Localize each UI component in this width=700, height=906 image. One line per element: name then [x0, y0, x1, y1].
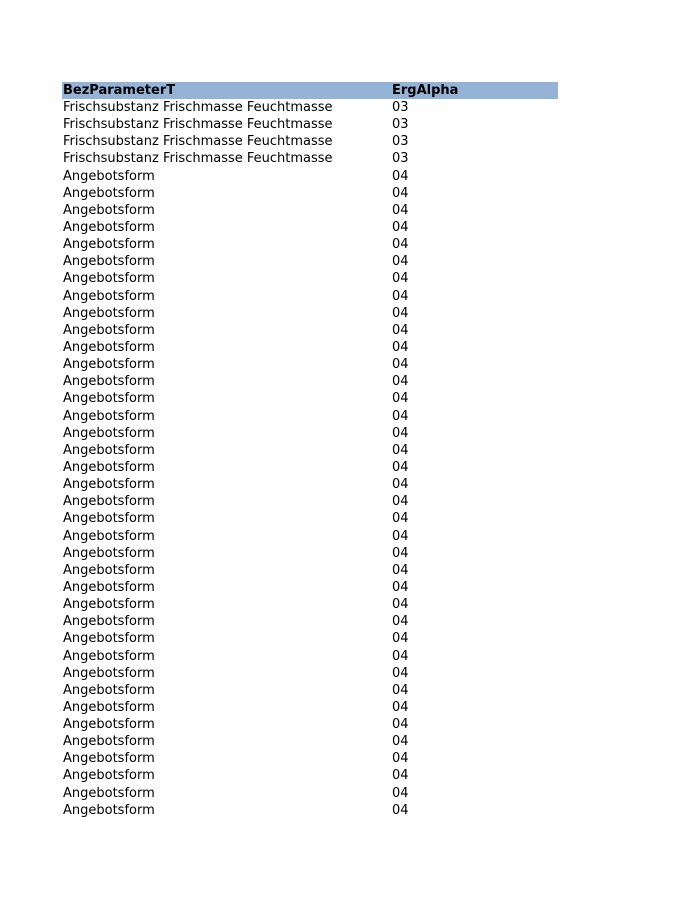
table-row: [62, 150, 558, 167]
cell-ergalpha: 04: [392, 528, 409, 544]
cell-bezparametert: Angebotsform: [63, 442, 155, 458]
cell-ergalpha: 04: [392, 408, 409, 424]
table-row: [62, 767, 558, 784]
table-row: [62, 665, 558, 682]
table-row: [62, 133, 558, 150]
cell-ergalpha: 04: [392, 288, 409, 304]
column-header-bezparametert: BezParameterT: [63, 83, 176, 98]
cell-ergalpha: 04: [392, 442, 409, 458]
table-row: [62, 750, 558, 767]
cell-ergalpha: 04: [392, 785, 409, 801]
table-row: [62, 596, 558, 613]
table-row: [62, 339, 558, 356]
cell-ergalpha: 04: [392, 237, 409, 253]
table-row: [62, 648, 558, 665]
cell-ergalpha: 04: [392, 168, 409, 184]
cell-ergalpha: 03: [392, 134, 409, 150]
cell-bezparametert: Angebotsform: [63, 785, 155, 801]
table-row: [62, 236, 558, 253]
table-row: [62, 442, 558, 459]
cell-bezparametert: Angebotsform: [63, 802, 155, 818]
cell-bezparametert: Angebotsform: [63, 699, 155, 715]
table-row: [62, 476, 558, 493]
cell-bezparametert: Angebotsform: [63, 751, 155, 767]
cell-ergalpha: 04: [392, 185, 409, 201]
table-row: [62, 305, 558, 322]
cell-ergalpha: 04: [392, 202, 409, 218]
cell-ergalpha: 04: [392, 339, 409, 355]
cell-bezparametert: Angebotsform: [63, 459, 155, 475]
cell-ergalpha: 04: [392, 271, 409, 287]
cell-ergalpha: 04: [392, 699, 409, 715]
table-row: [62, 390, 558, 407]
cell-bezparametert: Angebotsform: [63, 528, 155, 544]
cell-bezparametert: Angebotsform: [63, 648, 155, 664]
table-body: [62, 99, 558, 819]
cell-bezparametert: Angebotsform: [63, 545, 155, 561]
table-row: [62, 408, 558, 425]
cell-bezparametert: Angebotsform: [63, 168, 155, 184]
cell-bezparametert: Angebotsform: [63, 562, 155, 578]
cell-bezparametert: Angebotsform: [63, 322, 155, 338]
table-row: [62, 802, 558, 819]
table-row: [62, 682, 558, 699]
cell-bezparametert: Angebotsform: [63, 665, 155, 681]
table-row: [62, 168, 558, 185]
cell-bezparametert: Angebotsform: [63, 391, 155, 407]
table-row: [62, 716, 558, 733]
table-row: [62, 459, 558, 476]
cell-bezparametert: Angebotsform: [63, 477, 155, 493]
cell-bezparametert: Angebotsform: [63, 734, 155, 750]
table-row: [62, 185, 558, 202]
cell-bezparametert: Angebotsform: [63, 614, 155, 630]
cell-bezparametert: Frischsubstanz Frischmasse Feuchtmasse: [63, 151, 333, 167]
cell-bezparametert: Angebotsform: [63, 408, 155, 424]
cell-bezparametert: Angebotsform: [63, 768, 155, 784]
cell-ergalpha: 04: [392, 597, 409, 613]
cell-ergalpha: 04: [392, 751, 409, 767]
cell-ergalpha: 04: [392, 734, 409, 750]
table-row: [62, 253, 558, 270]
cell-bezparametert: Angebotsform: [63, 185, 155, 201]
cell-ergalpha: 04: [392, 717, 409, 733]
cell-ergalpha: 04: [392, 648, 409, 664]
cell-bezparametert: Angebotsform: [63, 494, 155, 510]
cell-bezparametert: Frischsubstanz Frischmasse Feuchtmasse: [63, 134, 333, 150]
cell-bezparametert: Angebotsform: [63, 579, 155, 595]
table-row: [62, 613, 558, 630]
cell-bezparametert: Angebotsform: [63, 511, 155, 527]
cell-ergalpha: 04: [392, 562, 409, 578]
cell-ergalpha: 04: [392, 305, 409, 321]
cell-ergalpha: 04: [392, 682, 409, 698]
cell-bezparametert: Angebotsform: [63, 357, 155, 373]
cell-bezparametert: Frischsubstanz Frischmasse Feuchtmasse: [63, 100, 333, 115]
cell-bezparametert: Angebotsform: [63, 717, 155, 733]
cell-ergalpha: 04: [392, 219, 409, 235]
cell-ergalpha: 04: [392, 545, 409, 561]
cell-bezparametert: Angebotsform: [63, 237, 155, 253]
cell-ergalpha: 04: [392, 357, 409, 373]
cell-ergalpha: 04: [392, 322, 409, 338]
table-row: [62, 116, 558, 133]
table-row: [62, 425, 558, 442]
table-row: [62, 270, 558, 287]
cell-bezparametert: Angebotsform: [63, 374, 155, 390]
cell-bezparametert: Frischsubstanz Frischmasse Feuchtmasse: [63, 117, 333, 133]
table-row: [62, 699, 558, 716]
cell-bezparametert: Angebotsform: [63, 254, 155, 270]
table-row: [62, 373, 558, 390]
table-row: [62, 785, 558, 802]
table-row: [62, 322, 558, 339]
cell-bezparametert: Angebotsform: [63, 682, 155, 698]
cell-ergalpha: 03: [392, 151, 409, 167]
cell-bezparametert: Angebotsform: [63, 219, 155, 235]
cell-bezparametert: Angebotsform: [63, 631, 155, 647]
cell-ergalpha: 04: [392, 425, 409, 441]
table-row: [62, 99, 558, 116]
table-row: [62, 510, 558, 527]
table-row: [62, 630, 558, 647]
cell-ergalpha: 04: [392, 802, 409, 818]
cell-bezparametert: Angebotsform: [63, 288, 155, 304]
cell-ergalpha: 03: [392, 100, 409, 115]
cell-bezparametert: Angebotsform: [63, 305, 155, 321]
column-header-ergalpha: ErgAlpha: [392, 83, 459, 98]
header-row: [62, 82, 558, 99]
cell-ergalpha: 04: [392, 477, 409, 493]
cell-ergalpha: 04: [392, 494, 409, 510]
cell-ergalpha: 04: [392, 459, 409, 475]
cell-bezparametert: Angebotsform: [63, 202, 155, 218]
cell-ergalpha: 04: [392, 254, 409, 270]
cell-ergalpha: 04: [392, 511, 409, 527]
table-row: [62, 545, 558, 562]
table-row: [62, 202, 558, 219]
cell-bezparametert: Angebotsform: [63, 425, 155, 441]
cell-ergalpha: 04: [392, 579, 409, 595]
table-row: [62, 288, 558, 305]
cell-ergalpha: 04: [392, 768, 409, 784]
cell-bezparametert: Angebotsform: [63, 271, 155, 287]
spreadsheet-table: [62, 82, 558, 819]
cell-ergalpha: 04: [392, 391, 409, 407]
table-row: [62, 733, 558, 750]
table-row: [62, 356, 558, 373]
cell-ergalpha: 04: [392, 614, 409, 630]
table-row: [62, 579, 558, 596]
table-row: [62, 219, 558, 236]
cell-bezparametert: Angebotsform: [63, 339, 155, 355]
table-row: [62, 528, 558, 545]
table-row: [62, 493, 558, 510]
cell-bezparametert: Angebotsform: [63, 597, 155, 613]
table-row: [62, 562, 558, 579]
cell-ergalpha: 04: [392, 631, 409, 647]
cell-ergalpha: 03: [392, 117, 409, 133]
cell-ergalpha: 04: [392, 374, 409, 390]
cell-ergalpha: 04: [392, 665, 409, 681]
